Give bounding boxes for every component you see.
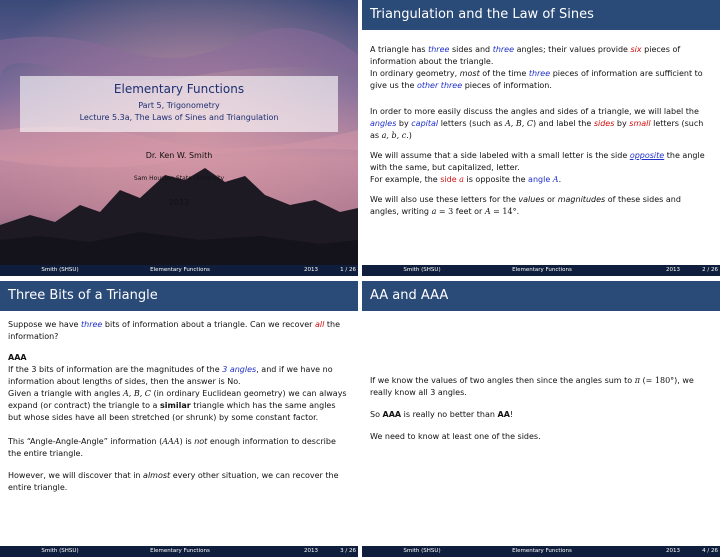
slide-4 (362, 281, 720, 557)
footer-author: Smith (SHSU) (41, 548, 79, 554)
presentation-lecture: Lecture 5.3a, The Laws of Sines and Triangulation (79, 113, 279, 122)
slide-1 (0, 0, 358, 276)
footer-course: Elementary Functions (150, 548, 210, 554)
footer-author: Smith (SHSU) (403, 548, 441, 554)
presentation-year: 2013 (168, 198, 190, 207)
footer-year: 2013 (666, 267, 680, 273)
presentation-title: Elementary Functions (113, 82, 245, 96)
slide-title: Three Bits of a Triangle (0, 281, 358, 311)
paragraph: This “Angle-Angle-Angle” information (AAA) is not enough information to describe the entire triangle. (8, 437, 336, 458)
paragraph: If we know the values of two angles then since the angles sum to π (= 180°), we really know all 3 angles. (370, 376, 694, 397)
slide-footer (0, 546, 358, 557)
footer-author: Smith (SHSU) (41, 267, 79, 273)
footer-course: Elementary Functions (512, 267, 572, 273)
paragraph: If the 3 bits of information are the magnitudes of the 3 angles, and if we have no information about lengths of sides, then the answer is No. Given a triangle with angles A, B, C (in ordinary Euclidean geometry) we can always expand (or contract) the triangle to a similar triangle which has the same angles but whose sides have all been stretched (or shrunk) by some constant factor. (8, 365, 347, 422)
footer-page: 2 / 26 (702, 267, 718, 273)
slide-3 (0, 281, 358, 557)
paragraph: So AAA is really no better than AA! (370, 410, 514, 419)
footer-course: Elementary Functions (150, 267, 210, 273)
aaa-heading: AAA (8, 353, 27, 362)
institution-name: Sam Houston State University (133, 175, 225, 182)
presentation-part: Part 5, Trigonometry (138, 101, 220, 110)
paragraph: However, we will discover that in almost every other situation, we can recover the entire triangle. (8, 471, 339, 492)
slide-footer (362, 265, 720, 276)
paragraph: We need to know at least one of the sides. (370, 432, 541, 441)
slide-body (370, 375, 712, 451)
paragraph: Suppose we have three bits of information about a triangle. Can we recover all the information? (8, 320, 340, 341)
footer-course: Elementary Functions (512, 548, 572, 554)
footer-year: 2013 (304, 548, 318, 554)
footer-author: Smith (SHSU) (403, 267, 441, 273)
slide-2 (362, 0, 720, 276)
footer-page: 3 / 26 (340, 548, 356, 554)
author-name: Dr. Ken W. Smith (145, 151, 213, 160)
footer-year: 2013 (666, 548, 680, 554)
slide-body (370, 44, 712, 226)
footer-page: 4 / 26 (702, 548, 718, 554)
slide-title: AA and AAA (362, 281, 720, 311)
slide-footer (0, 265, 358, 276)
sunset-background-image (0, 0, 358, 265)
slide-body (8, 319, 350, 502)
footer-page: 1 / 26 (340, 267, 356, 273)
paragraph: We will also use these letters for the values or magnitudes of these sides and angles, writing a = 3 feet or A = 14°. (370, 195, 681, 216)
slide-title: Triangulation and the Law of Sines (362, 0, 720, 30)
footer-year: 2013 (304, 267, 318, 273)
paragraph: In order to more easily discuss the angles and sides of a triangle, we will label the angles by capital letters (such as A, B, C) and label the sides by small letters (such as a, b, c.) (370, 107, 704, 140)
slide-footer (362, 546, 720, 557)
paragraph: We will assume that a side labeled with a small letter is the side opposite the angle with the same, but capitalized, letter. For example, the side a is opposite the angle A. (370, 151, 705, 184)
title-box (20, 76, 338, 132)
paragraph: A triangle has three sides and three angles; their values provide six pieces of information about the triangle. In ordinary geometry, most of the time three pieces of information are sufficient to give us the other three pieces of information. (370, 45, 703, 90)
